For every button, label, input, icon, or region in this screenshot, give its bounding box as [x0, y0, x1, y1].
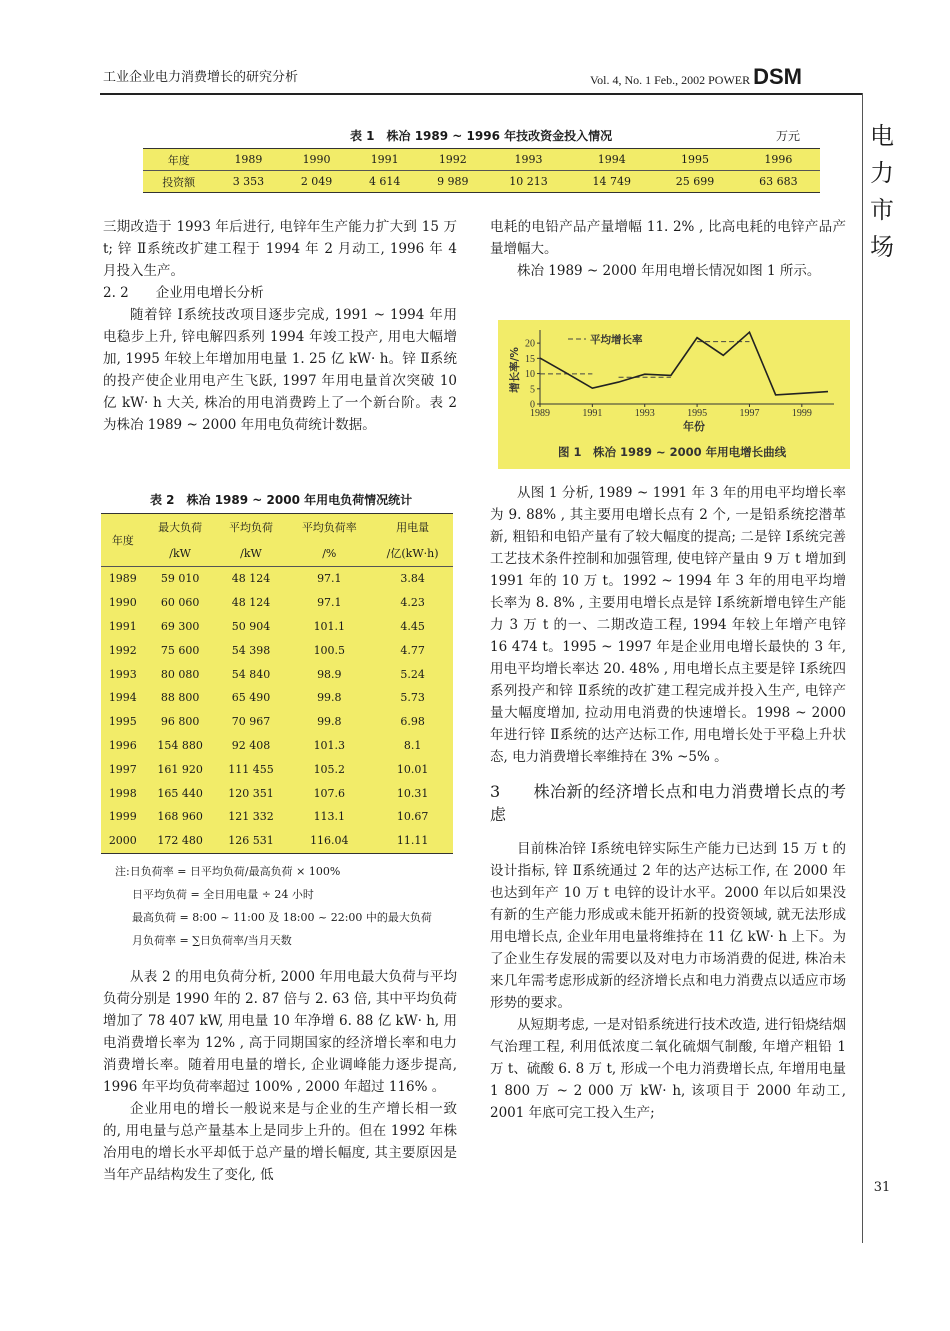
table2-caption: 表 2 株冶 1989 ~ 2000 年用电负荷情况统计 [150, 493, 413, 507]
table2-cell: 111 455 [228, 762, 274, 776]
table2-cell: 10.01 [396, 762, 429, 776]
table2-cell: 6.98 [400, 715, 425, 729]
table2-cell: 97.1 [317, 596, 342, 610]
table2-notes [115, 860, 432, 952]
table2-cell: 54 840 [231, 667, 271, 681]
table2-cell: 59 010 [160, 572, 200, 586]
table1-unit: 万元 [776, 129, 801, 143]
x-tick-label: 1989 [530, 408, 550, 419]
x-tick-label: 1993 [634, 408, 655, 419]
table2-cell: 1995 [108, 715, 137, 729]
table2-header-row [101, 514, 453, 541]
table2-cell: 1998 [108, 786, 137, 800]
table2-cell: 1991 [108, 619, 137, 633]
table1-invest-row [143, 171, 820, 193]
table1-cell: 1992 [419, 149, 487, 171]
table2-cell: 70 967 [231, 715, 271, 729]
table1-cell: 1989 [214, 149, 282, 171]
table2-row [101, 591, 453, 615]
figure-caption: 图 1 株冶 1989 ~ 2000 年用电增长曲线 [558, 445, 787, 459]
left-column-top [103, 216, 457, 436]
section-side-label [868, 118, 896, 266]
left-column-bottom [103, 966, 457, 1186]
page-number: 31 [873, 1180, 891, 1195]
table2-unit: /亿(kW·h) [372, 540, 453, 567]
table1-cell: 1993 [487, 149, 570, 171]
right-column-top [490, 216, 846, 282]
x-tick-label: 1997 [739, 408, 760, 419]
table2-cell: 172 480 [145, 829, 216, 853]
table2-cell: 50 904 [231, 619, 271, 633]
table1-cell: 63 683 [737, 171, 820, 193]
figure1 [498, 320, 850, 469]
y-tick-label: 0 [530, 399, 535, 411]
y-tick-label: 20 [525, 338, 535, 350]
table2-header-usage: 用电量 [372, 514, 453, 541]
side-char: 电 [870, 122, 894, 150]
x-axis-label: 年份 [683, 420, 705, 433]
table2-cell: 161 920 [157, 762, 203, 776]
x-tick-label: 1991 [582, 408, 603, 419]
table2-body [101, 567, 453, 854]
brand-logo: DSM [753, 64, 803, 89]
table2-cell: 97.1 [317, 572, 342, 586]
table2-cell: 105.2 [313, 762, 346, 776]
y-axis-label: 增长率/% [509, 347, 521, 393]
table1-cell: 1996 [737, 149, 820, 171]
journal-info [590, 64, 802, 90]
table2-row [101, 567, 453, 591]
table2-cell: 88 800 [160, 691, 200, 705]
section-heading-3: 3 株冶新的经济增长点和电力消费增长点的考虑 [490, 782, 846, 824]
right-column-mid [490, 482, 846, 1124]
table1-cell: 4 614 [351, 171, 419, 193]
table1-cell: 1990 [283, 149, 351, 171]
note-line: 月负荷率 = ∑日负荷率/当月天数 [132, 934, 292, 947]
paragraph: 电耗的电铅产品产量增幅 11. 2% , 比高电耗的电锌产品产量增幅大。 [490, 219, 846, 257]
table2-cell: 69 300 [160, 619, 200, 633]
table2-cell: 1994 [108, 691, 137, 705]
table1-cell: 14 749 [570, 171, 653, 193]
table2-header-max: 最大负荷 [145, 514, 216, 541]
table1-row-label: 投资额 [143, 171, 214, 193]
paragraph: 目前株冶锌 Ⅰ系统电锌实际生产能力已达到 15 万 t 的设计指标, 锌 Ⅱ系统通过 2 年的达产达标工作, 在 2000 年也达到年产 10 万 t 电锌的设计水平。2000 年以后如果没有新的生产能力形成或未能开拓新的投资领域, 就无法形成用电增长点, 企业年用电量将维持在 11 亿 kW· h 上下。为了企业生存发展的需要以及对电力市场消费的促进, 株冶未来几年需考虑形成新的经济增长点和电力消费点以适应市场形势的要求。 [490, 841, 846, 1011]
header-rule [100, 93, 862, 95]
table1-cell: 25 699 [653, 171, 736, 193]
table2-row [101, 781, 453, 805]
table2-cell: 107.6 [313, 786, 346, 800]
y-tick-label: 15 [525, 353, 535, 365]
table2-cell: 5.24 [400, 667, 425, 681]
table2-cell: 3.84 [400, 572, 425, 586]
side-rule [862, 93, 863, 1243]
table2 [101, 513, 453, 854]
paragraph: 三期改造于 1993 年后进行, 电锌年生产能力扩大到 15 万 t; 锌 Ⅱ系统改扩建工程于 1994 年 2 月动工, 1996 年 4 月投入生产。 [103, 219, 457, 279]
table2-cell: 60 060 [160, 596, 200, 610]
table1-cell: 10 213 [487, 171, 570, 193]
paragraph: 从短期考虑, 一是对铅系统进行技术改造, 进行铅烧结烟气治理工程, 利用低浓度二氧化硫烟气制酸, 年增产粗铅 1 万 t、硫酸 6. 8 万 t, 形成一个电力消费增长点, 年增用电量 1 800 万 ~ 2 000 万 kW· h, 该项目于 2000 年动工, 2001 年底可完工投入生产; [490, 1017, 846, 1121]
table2-cell: 5.73 [400, 691, 425, 705]
table2-unit: /% [286, 540, 372, 567]
table2-row [101, 638, 453, 662]
table2-cell: 80 080 [160, 667, 200, 681]
table1-cell: 1991 [351, 149, 419, 171]
paragraph: 随着锌 Ⅰ系统技改项目逐步完成, 1991 ~ 1994 年用电稳步上升, 锌电解四系列 1994 年竣工投产, 用电大幅增加, 1995 年较上年增加用电量 1. 25 亿 kW· h。锌 Ⅱ系统的投产使企业用电产生飞跃, 1997 年用电量首次突破 10 亿 kW· h 大关, 株冶的用电消费跨上了一个新台阶。表 2 为株冶 1989 ~ 2000 年用电负荷统计数据。 [103, 307, 457, 433]
table2-cell: 4.45 [400, 619, 425, 633]
paragraph: 从图 1 分析, 1989 ~ 1991 年 3 年的用电平均增长率为 9. 88% , 其主要用电增长点有 2 个, 一是铅系统挖潜革新, 粗铅和电铅产量有了较大幅度的提高; 二是锌 Ⅰ系统完善工艺技术条件控制和加强管理, 使电锌产量由 9 万 t 增加到 1991 年的 10 万 t。1992 ~ 1994 年 3 年的用电平均增长率为 8. 8% , 主要用电增长点是锌 Ⅰ系统新增电锌生产能力 3 万 t 的一、二期改造工程, 1994 年较上年增产电锌 16 474 t。1995 ~ 1997 年是企业用电增长最快的 3 年, 用电平均增长率达 20. 48% , 用电增长点主要是锌 Ⅰ系统四系列投产和锌 Ⅱ系统的改扩建工程完成并投入生产, 电锌产量大幅度增加, 拉动用电消费的快速增长。1998 ~ 2000 年进行锌 Ⅱ系统的达产达标工作, 用电增长处于平稳上升状态, 电力消费增长率维持在 3% ~5% 。 [490, 485, 846, 765]
table2-cell: 10.67 [396, 810, 429, 824]
note-line: 注:日负荷率 = 日平均负荷/最高负荷 × 100% [115, 865, 341, 878]
table2-row [101, 829, 453, 853]
x-tick-label: 1999 [791, 408, 812, 419]
table2-cell: 120 351 [228, 786, 274, 800]
table2-cell: 1992 [108, 643, 137, 657]
table2-cell: 113.1 [313, 810, 346, 824]
growth-series-line [540, 332, 828, 395]
side-char: 力 [870, 159, 894, 187]
table2-cell: 126 531 [216, 829, 287, 853]
paragraph: 株冶 1989 ~ 2000 年用电增长情况如图 1 所示。 [517, 263, 821, 279]
table1-caption: 表 1 株冶 1989 ~ 1996 年技改资金投入情况 [350, 129, 613, 143]
table2-cell: 8.1 [403, 738, 422, 752]
y-tick-label: 5 [530, 384, 535, 396]
paragraph: 企业用电的增长一般说来是与企业的生产增长相一致的, 用电量与总产量基本上是同步上升的。但在 1992 年株冶用电的增长水平却低于总产量的增长幅度, 其主要原因是当年产品结构发生了变化, 低 [103, 1101, 457, 1183]
side-char: 场 [870, 233, 894, 261]
table2-cell: 48 124 [231, 596, 271, 610]
table2-cell: 100.5 [313, 643, 346, 657]
table2-unit: /kW [145, 540, 216, 567]
table2-row [101, 734, 453, 758]
table2-header-rate: 平均负荷率 [286, 514, 372, 541]
volume-info: Vol. 4, No. 1 Feb., 2002 POWER [590, 73, 751, 87]
table2-cell: 101.1 [313, 619, 346, 633]
legend-label: 平均增长率 [590, 334, 643, 346]
note-line: 最高负荷 = 8:00 ~ 11:00 及 18:00 ~ 22:00 中的最大负荷 [132, 911, 432, 924]
table2-row [101, 686, 453, 710]
table1-row-label: 年度 [143, 149, 214, 171]
table1-cell: 9 989 [419, 171, 487, 193]
table2-cell: 1996 [108, 738, 137, 752]
table2-header-avg: 平均负荷 [216, 514, 287, 541]
table2-cell: 168 960 [157, 810, 203, 824]
table2-cell: 4.77 [400, 643, 425, 657]
table2-cell: 101.3 [313, 738, 346, 752]
table2-cell: 10.31 [396, 786, 429, 800]
note-line: 日平均负荷 = 全日用电量 ÷ 24 小时 [132, 888, 314, 901]
table1-cell: 1994 [570, 149, 653, 171]
table2-row [101, 805, 453, 829]
table2-cell: 154 880 [157, 738, 203, 752]
table2-cell: 99.8 [317, 715, 342, 729]
y-tick-label: 10 [525, 369, 535, 381]
table2-cell: 2000 [101, 829, 145, 853]
table2-header-year: 年度 [101, 514, 145, 567]
side-char: 市 [870, 196, 894, 224]
table2-unit-row [101, 540, 453, 567]
table1-cell: 3 353 [214, 171, 282, 193]
table2-cell: 98.9 [317, 667, 342, 681]
table1-cell: 1995 [653, 149, 736, 171]
paragraph: 从表 2 的用电负荷分析, 2000 年用电最大负荷与平均负荷分别是 1990 年的 2. 87 倍与 2. 63 倍, 其中平均负荷增加了 78 407 kW, 用电量 10 年净增 6. 88 亿 kW· h, 用电消费增长率为 12% , 高于同期国家的经济增长率和电力消费增长率。随着用电量的增长, 企业调峰能力逐步提高, 1996 年平均负荷率超过 100% , 2000 年超过 116% 。 [103, 969, 457, 1095]
table2-cell: 96 800 [160, 715, 200, 729]
running-title: 工业企业电力消费增长的研究分析 [103, 70, 299, 85]
table2-row [101, 757, 453, 781]
table2-cell: 54 398 [231, 643, 271, 657]
table2-cell: 65 490 [231, 691, 271, 705]
table2-cell: 99.8 [317, 691, 342, 705]
table2-cell: 11.11 [372, 829, 453, 853]
table2-cell: 75 600 [160, 643, 200, 657]
table1-cell: 2 049 [283, 171, 351, 193]
table1-year-row [143, 149, 820, 171]
table2-cell: 121 332 [228, 810, 274, 824]
table2-cell: 1990 [108, 596, 137, 610]
x-tick-label: 1995 [687, 408, 708, 419]
table2-unit: /kW [216, 540, 287, 567]
section-heading-2-2: 2. 2 企业用电增长分析 [103, 285, 264, 301]
table2-cell: 116.04 [286, 829, 372, 853]
table2-cell: 48 124 [231, 572, 271, 586]
table2-cell: 165 440 [157, 786, 203, 800]
table2-cell: 1997 [108, 762, 137, 776]
table2-cell: 1989 [108, 572, 137, 586]
table2-cell: 1999 [108, 810, 137, 824]
table2-row [101, 615, 453, 639]
table2-row [101, 662, 453, 686]
growth-chart [498, 320, 850, 469]
table2-cell: 92 408 [231, 738, 271, 752]
table2-cell: 1993 [108, 667, 137, 681]
table2-row [101, 710, 453, 734]
table1 [143, 148, 820, 193]
table2-cell: 4.23 [400, 596, 425, 610]
